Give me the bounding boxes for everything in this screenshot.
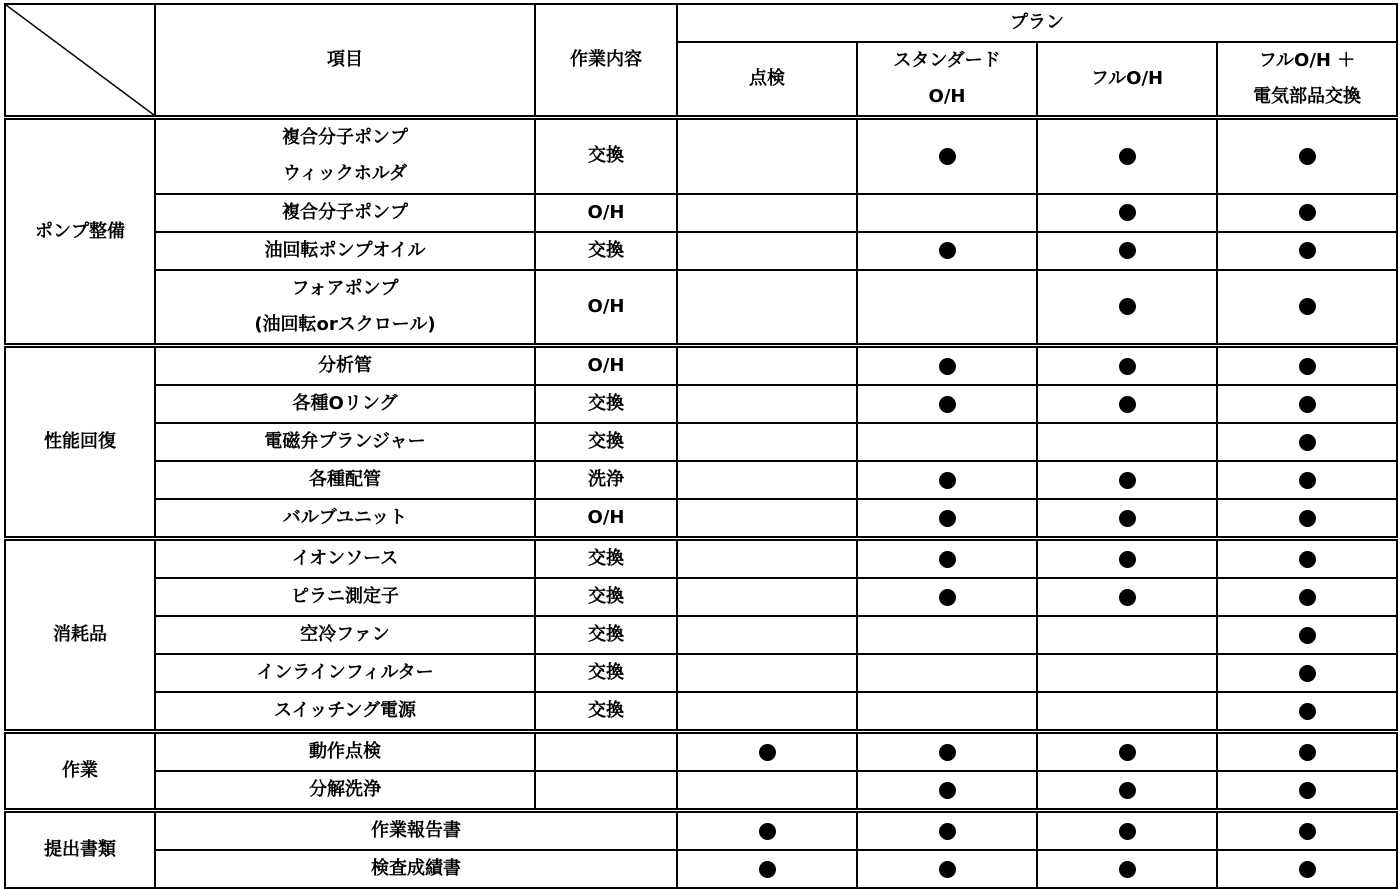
plan-cell-1 [857, 194, 1037, 232]
plan-cell-2 [1037, 616, 1217, 654]
plan-cell-3 [1217, 771, 1397, 811]
included-dot-icon [939, 744, 956, 761]
item-cell [155, 461, 535, 499]
work-cell: 交換 [535, 118, 677, 194]
group-label: 作業 [5, 732, 155, 811]
item-cell [155, 232, 535, 270]
work-cell [535, 732, 677, 772]
plan-cell-0 [677, 654, 857, 692]
plan-cell-3 [1217, 385, 1397, 423]
table-row [5, 270, 1397, 346]
item-cell [155, 423, 535, 461]
plan-cell-2 [1037, 850, 1217, 888]
plan-cell-2 [1037, 118, 1217, 194]
included-dot-icon [1119, 242, 1136, 259]
table-row [5, 539, 1397, 579]
plan-cell-0 [677, 811, 857, 851]
item-label: ウィックホルダ [282, 163, 408, 185]
table-row [5, 616, 1397, 654]
plan-cell-1 [857, 385, 1037, 423]
plan-col-3: フルO/H ＋ 電気部品交換 [1217, 42, 1397, 118]
plan-cell-1 [857, 578, 1037, 616]
plan-col-1: スタンダード O/H [857, 42, 1037, 118]
included-dot-icon [1119, 472, 1136, 489]
plan-cell-1 [857, 461, 1037, 499]
plan-cell-3 [1217, 232, 1397, 270]
group-label: 消耗品 [5, 539, 155, 732]
plan-cell-0 [677, 346, 857, 386]
plan-cell-2 [1037, 692, 1217, 732]
included-dot-icon [1119, 823, 1136, 840]
plan-cell-0 [677, 578, 857, 616]
included-dot-icon [939, 358, 956, 375]
plan-cell-2 [1037, 771, 1217, 811]
work-cell: 交換 [535, 423, 677, 461]
included-dot-icon [1299, 434, 1316, 451]
table-row [5, 771, 1397, 811]
diagonal-line [6, 5, 154, 115]
included-dot-icon [939, 472, 956, 489]
included-dot-icon [939, 396, 956, 413]
plan-cell-2 [1037, 194, 1217, 232]
table-row [5, 692, 1397, 732]
plan-cell-0 [677, 539, 857, 579]
item-cell [155, 346, 535, 386]
item-label: 各種配管 [309, 469, 381, 490]
plan-cell-2 [1037, 578, 1217, 616]
plan-cell-2 [1037, 654, 1217, 692]
plan-cell-3 [1217, 850, 1397, 888]
included-dot-icon [939, 782, 956, 799]
plan-header: プラン [677, 4, 1397, 42]
included-dot-icon [939, 861, 956, 878]
included-dot-icon [1299, 204, 1316, 221]
plan-cell-2 [1037, 732, 1217, 772]
plan-cell-0 [677, 423, 857, 461]
table-row [5, 232, 1397, 270]
plan-cell-3 [1217, 461, 1397, 499]
item-label: スイッチング電源 [273, 700, 417, 721]
plan-cell-1 [857, 850, 1037, 888]
included-dot-icon [1299, 665, 1316, 682]
included-dot-icon [1299, 396, 1316, 413]
table-row [5, 732, 1397, 772]
item-label: 検査成績書 [371, 858, 461, 879]
included-dot-icon [1299, 861, 1316, 878]
item-cell [155, 578, 535, 616]
work-cell: 交換 [535, 232, 677, 270]
plan-cell-1 [857, 616, 1037, 654]
plan-cell-3 [1217, 654, 1397, 692]
plan-cell-1 [857, 499, 1037, 539]
plan-cell-2 [1037, 270, 1217, 346]
plan-cell-0 [677, 616, 857, 654]
plan-cell-3 [1217, 539, 1397, 579]
item-label: インラインフィルター [256, 662, 434, 683]
group-label: 性能回復 [5, 346, 155, 539]
group-label: ポンプ整備 [5, 118, 155, 346]
work-cell: 交換 [535, 654, 677, 692]
included-dot-icon [759, 744, 776, 761]
included-dot-icon [1299, 627, 1316, 644]
item-label: (油回転orスクロール) [254, 313, 436, 335]
plan-cell-3 [1217, 270, 1397, 346]
table-row [5, 385, 1397, 423]
plan-cell-2 [1037, 499, 1217, 539]
work-cell: 交換 [535, 578, 677, 616]
included-dot-icon [1299, 298, 1316, 315]
item-cell [155, 118, 535, 194]
item-label: 分解洗浄 [309, 779, 381, 800]
included-dot-icon [1299, 242, 1316, 259]
included-dot-icon [1119, 204, 1136, 221]
plan-cell-3 [1217, 118, 1397, 194]
plan-cell-1 [857, 539, 1037, 579]
item-label: ピラニ測定子 [291, 586, 399, 607]
work-cell: 交換 [535, 539, 677, 579]
item-label: 電磁弁プランジャー [264, 431, 426, 452]
plan-cell-0 [677, 850, 857, 888]
work-cell: O/H [535, 499, 677, 539]
item-label: バルブユニット [282, 507, 408, 528]
plan-cell-2 [1037, 423, 1217, 461]
item-label: 作業報告書 [371, 820, 461, 841]
table-row [5, 654, 1397, 692]
plan-cell-1 [857, 771, 1037, 811]
item-label: イオンソース [291, 548, 399, 569]
included-dot-icon [1119, 589, 1136, 606]
work-cell: 交換 [535, 692, 677, 732]
plan-cell-0 [677, 194, 857, 232]
plan-cell-2 [1037, 346, 1217, 386]
included-dot-icon [1119, 744, 1136, 761]
included-dot-icon [1299, 703, 1316, 720]
plan-cell-0 [677, 385, 857, 423]
included-dot-icon [1119, 396, 1136, 413]
included-dot-icon [1299, 551, 1316, 568]
included-dot-icon [759, 823, 776, 840]
item-label: 分析管 [318, 355, 372, 376]
item-label: 空冷ファン [300, 624, 390, 645]
plan-cell-0 [677, 732, 857, 772]
included-dot-icon [939, 551, 956, 568]
plan-cell-3 [1217, 692, 1397, 732]
included-dot-icon [1299, 823, 1316, 840]
included-dot-icon [939, 242, 956, 259]
included-dot-icon [939, 510, 956, 527]
included-dot-icon [1119, 551, 1136, 568]
included-dot-icon [1119, 861, 1136, 878]
plan-cell-2 [1037, 461, 1217, 499]
table-row [5, 850, 1397, 888]
item-label: 動作点検 [309, 741, 381, 762]
included-dot-icon [759, 861, 776, 878]
included-dot-icon [1299, 510, 1316, 527]
plan-cell-2 [1037, 232, 1217, 270]
item-cell [155, 616, 535, 654]
item-cell [155, 811, 677, 851]
work-cell: 交換 [535, 385, 677, 423]
work-cell [535, 771, 677, 811]
item-cell [155, 270, 535, 346]
plan-cell-3 [1217, 194, 1397, 232]
plan-cell-3 [1217, 616, 1397, 654]
plan-cell-2 [1037, 811, 1217, 851]
work-cell: O/H [535, 194, 677, 232]
included-dot-icon [1299, 782, 1316, 799]
table-row [5, 811, 1397, 851]
included-dot-icon [939, 148, 956, 165]
plan-cell-3 [1217, 811, 1397, 851]
item-cell [155, 499, 535, 539]
included-dot-icon [1119, 782, 1136, 799]
plan-cell-1 [857, 654, 1037, 692]
plan-cell-0 [677, 771, 857, 811]
included-dot-icon [1299, 472, 1316, 489]
work-cell: 交換 [535, 616, 677, 654]
item-cell [155, 771, 535, 811]
item-cell [155, 539, 535, 579]
plan-cell-3 [1217, 423, 1397, 461]
item-header: 項目 [155, 4, 535, 118]
plan-cell-1 [857, 232, 1037, 270]
table-row [5, 423, 1397, 461]
included-dot-icon [1119, 358, 1136, 375]
plan-cell-3 [1217, 346, 1397, 386]
table-row [5, 118, 1397, 194]
plan-cell-3 [1217, 578, 1397, 616]
plan-cell-0 [677, 270, 857, 346]
plan-cell-1 [857, 692, 1037, 732]
included-dot-icon [1119, 510, 1136, 527]
plan-cell-2 [1037, 385, 1217, 423]
plan-col-2: フルO/H [1037, 42, 1217, 118]
included-dot-icon [1299, 744, 1316, 761]
plan-cell-1 [857, 270, 1037, 346]
plan-cell-2 [1037, 539, 1217, 579]
work-cell: 洗浄 [535, 461, 677, 499]
table-row [5, 499, 1397, 539]
plan-cell-0 [677, 118, 857, 194]
item-label: 油回転ポンプオイル [264, 239, 426, 261]
plan-cell-1 [857, 811, 1037, 851]
item-label: フォアポンプ [291, 277, 399, 299]
included-dot-icon [939, 823, 956, 840]
item-label: 複合分子ポンプ [282, 201, 408, 223]
plan-cell-1 [857, 423, 1037, 461]
item-cell [155, 850, 677, 888]
table-row [5, 578, 1397, 616]
item-label: 複合分子ポンプ [282, 127, 408, 149]
work-cell: O/H [535, 346, 677, 386]
plan-cell-0 [677, 461, 857, 499]
plan-cell-0 [677, 692, 857, 732]
included-dot-icon [1299, 358, 1316, 375]
plan-cell-3 [1217, 732, 1397, 772]
plan-cell-0 [677, 499, 857, 539]
maintenance-plan-table [4, 3, 1398, 889]
table-row [5, 461, 1397, 499]
included-dot-icon [1119, 298, 1136, 315]
item-cell [155, 654, 535, 692]
plan-cell-1 [857, 732, 1037, 772]
item-cell [155, 385, 535, 423]
item-label: 各種Oリング [292, 393, 398, 414]
included-dot-icon [1119, 148, 1136, 165]
item-cell [155, 194, 535, 232]
included-dot-icon [1299, 148, 1316, 165]
included-dot-icon [1299, 589, 1316, 606]
table-row [5, 194, 1397, 232]
plan-cell-3 [1217, 499, 1397, 539]
plan-col-0: 点検 [677, 42, 857, 118]
plan-cell-1 [857, 118, 1037, 194]
table-row [5, 346, 1397, 386]
group-label: 提出書類 [5, 811, 155, 889]
corner-cell [5, 4, 155, 118]
item-cell [155, 692, 535, 732]
included-dot-icon [939, 589, 956, 606]
plan-cell-1 [857, 346, 1037, 386]
work-header: 作業内容 [535, 4, 677, 118]
plan-cell-0 [677, 232, 857, 270]
item-cell [155, 732, 535, 772]
work-cell: O/H [535, 270, 677, 346]
